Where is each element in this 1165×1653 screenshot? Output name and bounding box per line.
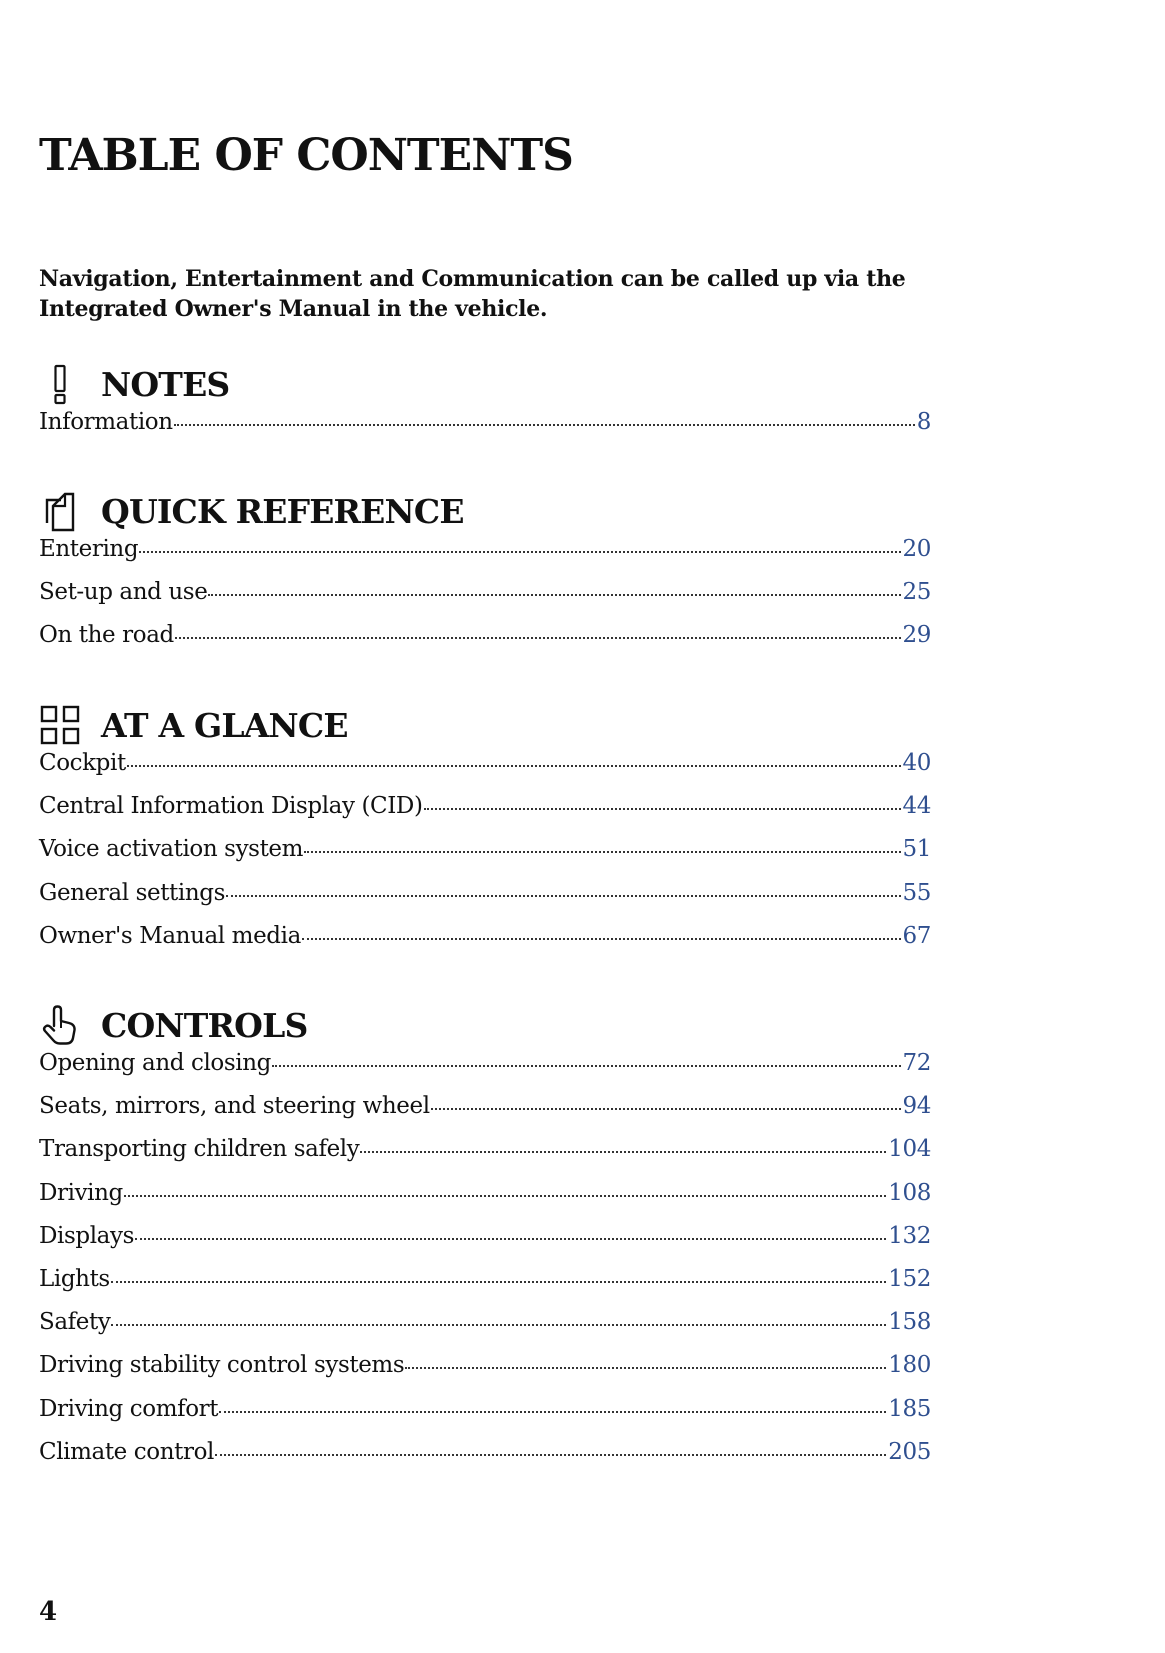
entry-list xyxy=(39,1050,931,1482)
dot-leader xyxy=(135,1232,886,1240)
toc-entry[interactable] xyxy=(39,750,931,793)
toc-entry[interactable] xyxy=(39,793,931,836)
entry-page-link[interactable]: 20 xyxy=(902,536,931,562)
toc-entry[interactable] xyxy=(39,409,931,452)
section-at-a-glance xyxy=(39,700,931,966)
entry-page-link[interactable]: 67 xyxy=(902,922,931,949)
page-number: 4 xyxy=(39,1597,58,1627)
entry-page-link[interactable]: 8 xyxy=(916,409,931,435)
dot-leader xyxy=(111,1318,886,1326)
entry-label: Driving xyxy=(39,1179,123,1206)
entry-label: Information xyxy=(39,409,173,435)
entry-page-link[interactable]: 72 xyxy=(902,1050,931,1076)
page-title: TABLE OF CONTENTS xyxy=(39,130,573,181)
entry-label: Seats, mirrors, and steering wheel xyxy=(39,1093,430,1120)
toc-entry[interactable] xyxy=(39,1223,931,1266)
section-notes xyxy=(39,359,931,452)
toc-entry[interactable] xyxy=(39,536,931,579)
dot-leader xyxy=(304,845,900,853)
toc-entry[interactable] xyxy=(39,1136,931,1179)
dot-leader xyxy=(405,1361,886,1369)
entry-list xyxy=(39,750,931,966)
dot-leader xyxy=(208,588,900,596)
entry-label: Driving stability control systems xyxy=(39,1352,405,1379)
section-title: AT A GLANCE xyxy=(101,705,348,745)
grid-icon xyxy=(39,704,81,746)
dot-leader xyxy=(215,1448,886,1456)
pointing-hand-icon xyxy=(39,1004,81,1046)
dot-leader xyxy=(111,1275,886,1283)
entry-label: On the road xyxy=(39,622,174,649)
toc-entry[interactable] xyxy=(39,1439,931,1482)
toc-entry[interactable] xyxy=(39,836,931,879)
entry-page-link[interactable]: 94 xyxy=(902,1093,931,1120)
entry-page-link[interactable]: 152 xyxy=(888,1265,931,1292)
toc-entry[interactable] xyxy=(39,923,931,966)
dot-leader xyxy=(360,1145,886,1153)
dot-leader xyxy=(424,802,901,810)
entry-page-link[interactable]: 158 xyxy=(888,1309,931,1336)
dot-leader xyxy=(174,418,915,426)
toc-entry[interactable] xyxy=(39,622,931,665)
entry-label: Set-up and use xyxy=(39,579,208,606)
section-title: NOTES xyxy=(101,364,230,404)
section-header xyxy=(39,1000,931,1050)
entry-label: Driving comfort xyxy=(39,1395,219,1422)
dot-leader xyxy=(139,545,900,553)
toc-entry[interactable] xyxy=(39,880,931,923)
dot-leader xyxy=(175,631,901,639)
toc-entry[interactable] xyxy=(39,1309,931,1352)
dot-leader xyxy=(226,889,901,897)
entry-page-link[interactable]: 104 xyxy=(888,1136,931,1163)
entry-label: General settings xyxy=(39,879,225,906)
toc-entry[interactable] xyxy=(39,1352,931,1395)
entry-label: Safety xyxy=(39,1309,111,1336)
entry-label: Central Information Display (CID) xyxy=(39,793,423,820)
entry-label: Lights xyxy=(39,1265,110,1292)
intro-text xyxy=(39,264,939,324)
dot-leader xyxy=(124,1189,886,1197)
toc-entry[interactable] xyxy=(39,1050,931,1093)
dot-leader xyxy=(127,759,901,767)
entry-label: Entering xyxy=(39,536,139,562)
entry-label: Climate control xyxy=(39,1438,214,1465)
section-quick-reference xyxy=(39,486,931,666)
toc-entry[interactable] xyxy=(39,1093,931,1136)
toc-entry[interactable] xyxy=(39,1180,931,1223)
entry-page-link[interactable]: 40 xyxy=(902,750,931,776)
entry-page-link[interactable]: 185 xyxy=(888,1395,931,1422)
section-header xyxy=(39,359,931,409)
entry-label: Cockpit xyxy=(39,750,126,776)
toc-entry[interactable] xyxy=(39,579,931,622)
entry-label: Owner's Manual media xyxy=(39,922,301,949)
entry-list xyxy=(39,536,931,666)
entry-page-link[interactable]: 44 xyxy=(902,793,931,820)
entry-page-link[interactable]: 51 xyxy=(902,836,931,863)
entry-page-link[interactable]: 29 xyxy=(902,622,931,649)
intro-line: Navigation, Entertainment and Communication can be called up via the xyxy=(39,266,906,292)
section-title: CONTROLS xyxy=(101,1005,308,1045)
toc-entry[interactable] xyxy=(39,1266,931,1309)
entry-page-link[interactable]: 55 xyxy=(902,879,931,906)
entry-list xyxy=(39,409,931,452)
entry-label: Displays xyxy=(39,1222,134,1249)
dot-leader xyxy=(219,1405,886,1413)
dot-leader xyxy=(302,932,901,940)
section-header xyxy=(39,700,931,750)
entry-page-link[interactable]: 108 xyxy=(888,1179,931,1206)
section-controls xyxy=(39,1000,931,1482)
entry-label: Transporting children safely xyxy=(39,1136,360,1163)
section-header xyxy=(39,486,931,536)
dot-leader xyxy=(431,1102,901,1110)
quick-reference-icon xyxy=(39,490,81,532)
entry-page-link[interactable]: 132 xyxy=(888,1222,931,1249)
section-title: QUICK REFERENCE xyxy=(101,491,464,531)
dot-leader xyxy=(272,1059,901,1067)
entry-page-link[interactable]: 205 xyxy=(888,1438,931,1465)
intro-line: Integrated Owner's Manual in the vehicle. xyxy=(39,296,548,322)
exclamation-icon xyxy=(39,363,81,405)
entry-label: Opening and closing xyxy=(39,1050,271,1076)
entry-page-link[interactable]: 25 xyxy=(902,579,931,606)
entry-label: Voice activation system xyxy=(39,836,304,863)
toc-entry[interactable] xyxy=(39,1396,931,1439)
entry-page-link[interactable]: 180 xyxy=(888,1352,931,1379)
